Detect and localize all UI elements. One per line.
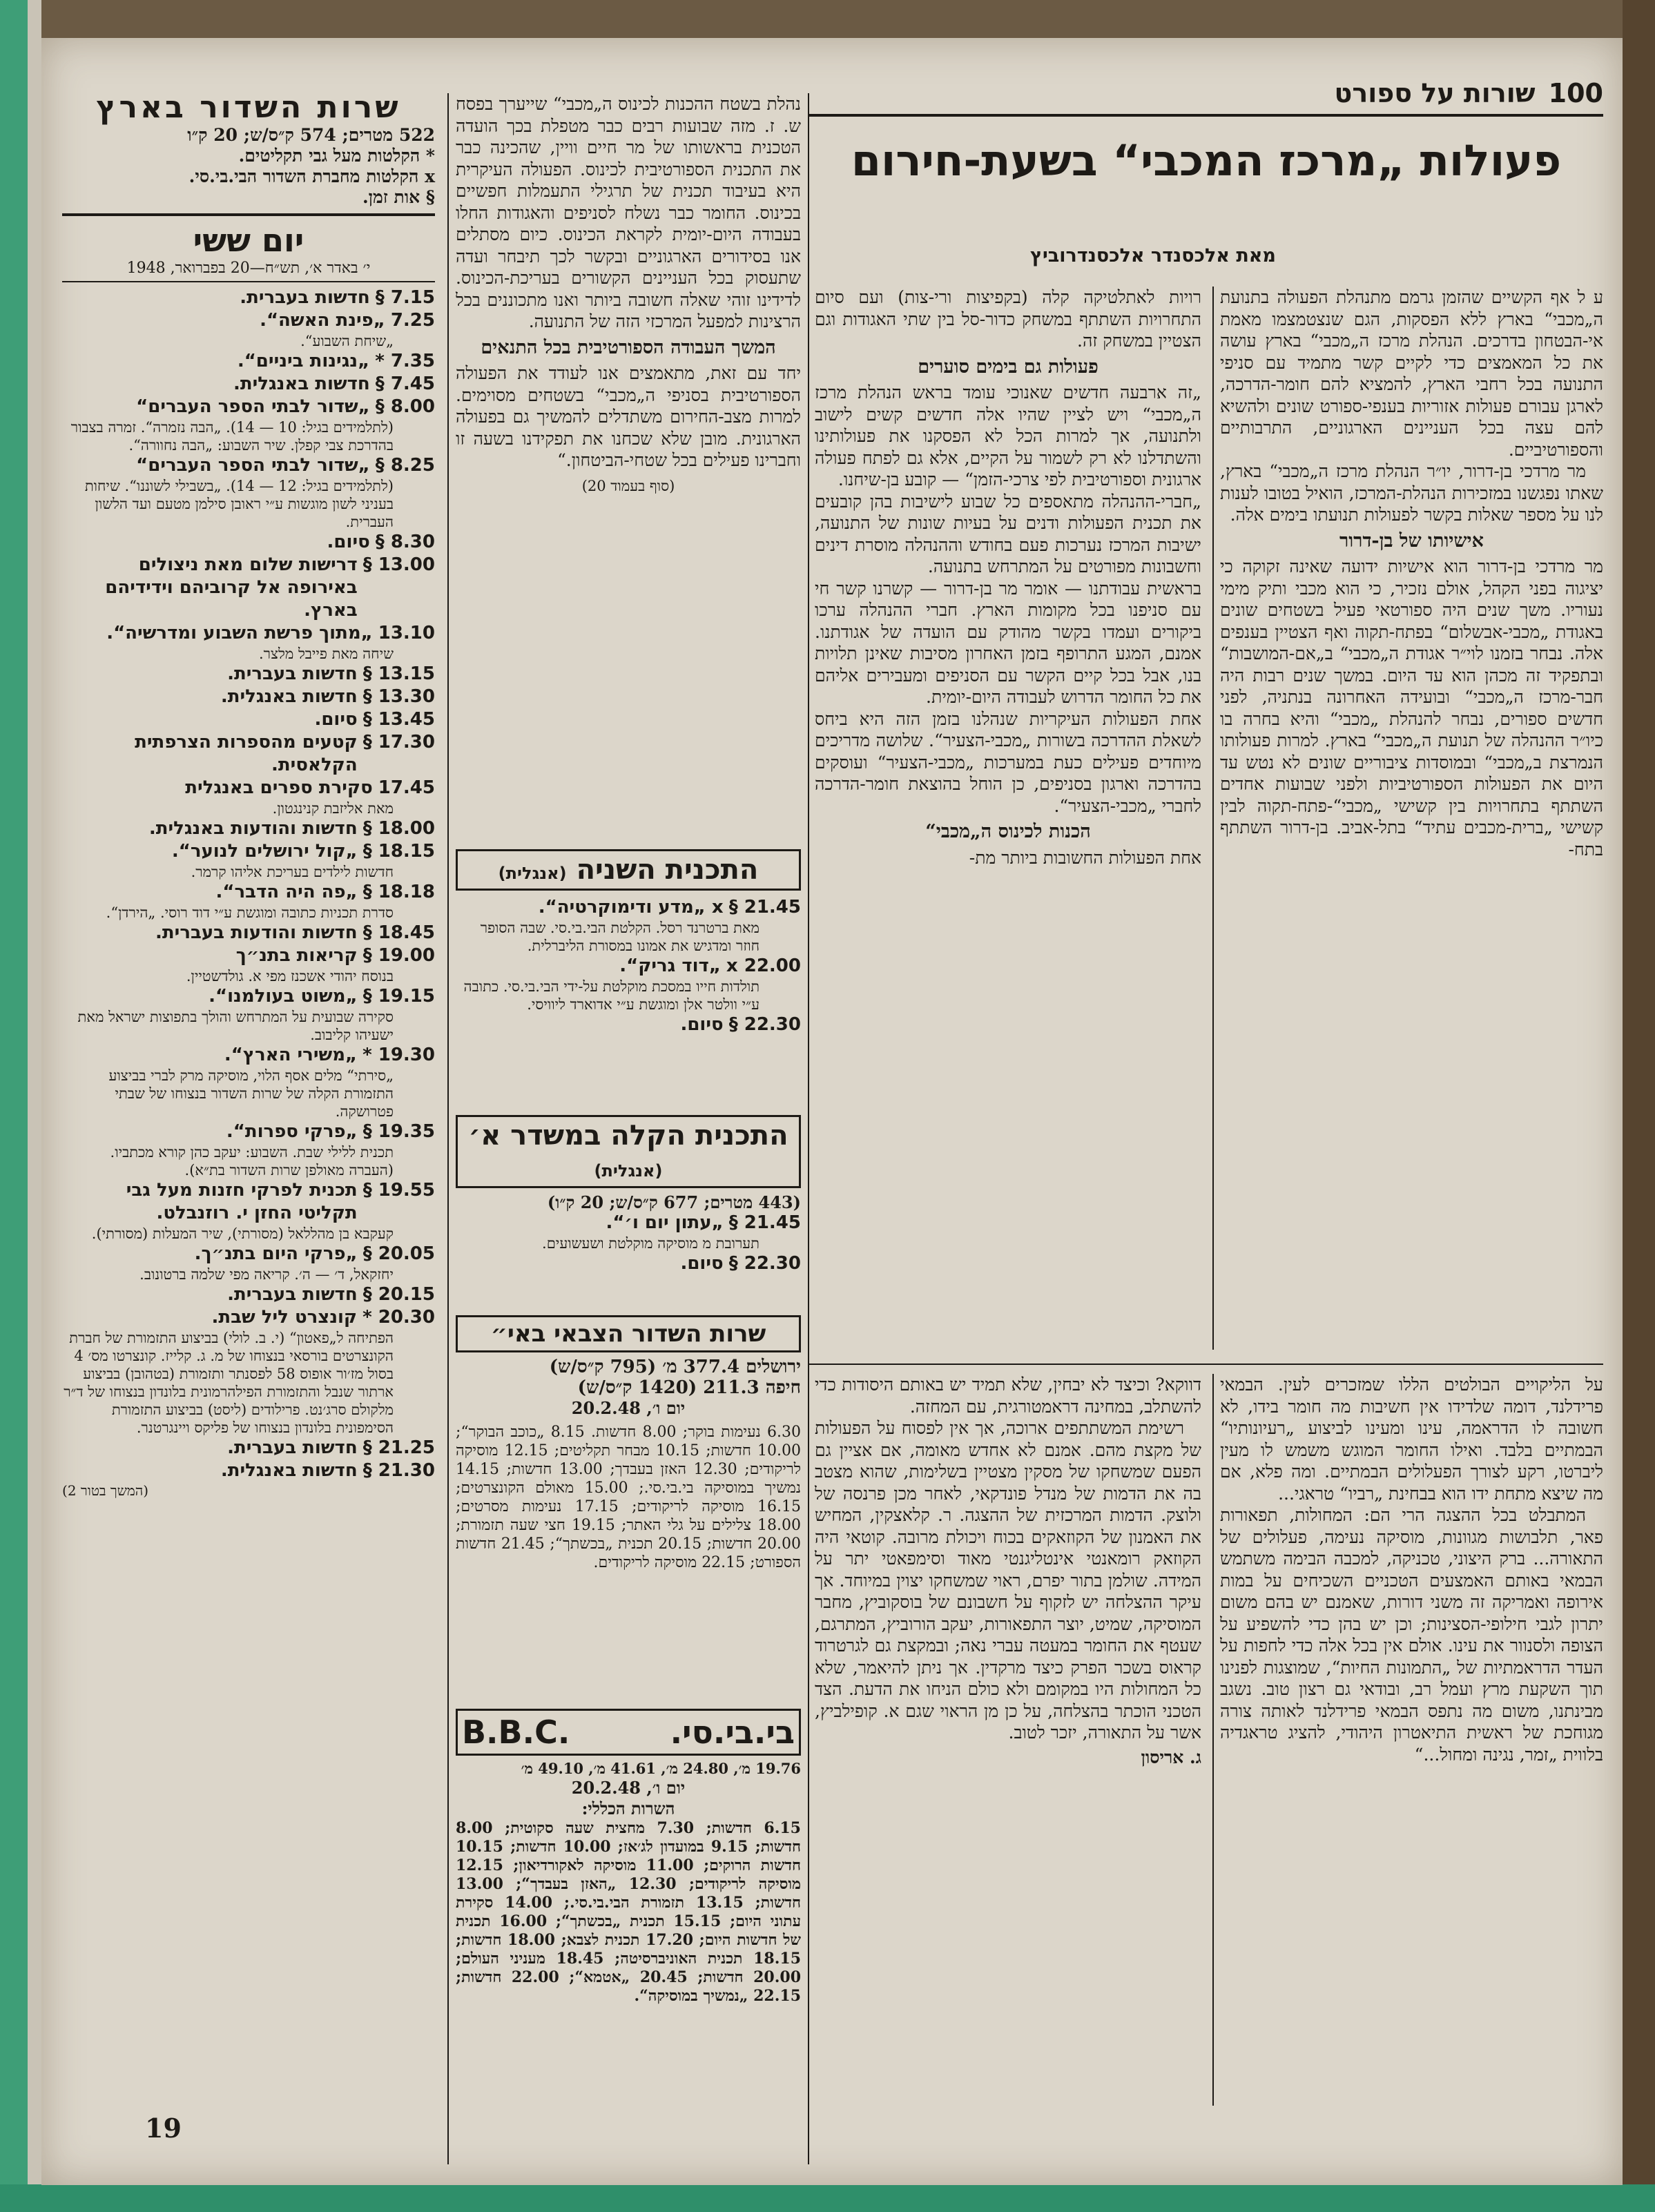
program-title: סיום. <box>327 532 370 552</box>
bbc-section <box>456 1709 801 2095</box>
column-divider <box>447 93 449 2164</box>
program-desc: בנוסח יהודי אשכנז מפי א. גולדשטיין. <box>186 968 394 984</box>
schedule-time: 21.45 § <box>728 1212 801 1233</box>
bbc-title-english: B.B.C. <box>462 1714 570 1751</box>
review-column-1 <box>1220 1374 1603 2106</box>
program-title: „משוט בעולמנו“. <box>209 986 358 1007</box>
radio-header-line: * הקלטות מעל גבי תקליטים. <box>238 146 435 166</box>
article-subheading: פעולות גם בימים סוערים <box>918 356 1099 378</box>
radio-program-list <box>62 287 435 1500</box>
program-row <box>62 1243 435 1265</box>
section-label: שורות על ספורט <box>1334 78 1536 108</box>
program-title: חדשות בעברית. <box>227 663 358 684</box>
newspaper-page <box>41 38 1623 2185</box>
page-edge-left <box>0 0 41 2212</box>
program-row <box>62 663 435 686</box>
program-desc: תכנית ללילי שבת. השבוע: יעקב כהן קורא מכתביו. (העברה מאולפן שרות השדור בת״א). <box>110 1144 394 1178</box>
review-paragraph: המתבלט בכל ההצגה הרי הם: המחולות, תפאורות פאר, תלבושות מגוונות, מוסיקה נעימה, פעלולים של התאורה... ברק היצוני, טכניקה, למכבה הבימה משתמש הבמאי באותם האמצעים הטכניים השכיחים על במות אירופה ואמריקה זה משני דורות, שאמנם יש בהם משום יתרון לגבי חילופי-הסצינות; וכן יש בהן כדי להשפיע על הצופה ולסנוור את עינו. אולם אין בכל אלה כדי לחפות על העדר הדראמתיות של „התמונות החיות“, שמוצגות לפנינו תוך השקעת מרץ ועמל רב, ובודאי גם רצון טוב. נשגב מבינתנו, משום מה נתפס הבמאי פרידלנד לאותה צורה מגוחכת של ראשית התיאטרון היהודי, להציג טראגדיה בלווית „זמר, נגינה ומחול...“ <box>1220 1505 1603 1765</box>
review-column-2 <box>815 1374 1201 2106</box>
program-title: „פרקי ספרות“. <box>226 1121 358 1142</box>
program-title: „שדור לבתי הספר העברים“ <box>136 396 370 417</box>
program-time: 19.30 * <box>362 1045 435 1065</box>
review-paragraph: דווקא? וכיצד לא יבחין, שלא תמיד יש באותם היסודות כדי להשתלב, במחינה דראמטורגית, עם המחזה. <box>815 1375 1201 1417</box>
lower-section-rule <box>809 1364 1603 1365</box>
program-desc: „שיחת השבוע“. <box>300 333 394 349</box>
program-time: 20.15 § <box>362 1284 435 1305</box>
program-desc: קעקבא בן מהללאל (מסורתי), שיר המעלות (מסורתי). <box>91 1225 394 1242</box>
schedule-time: 22.30 § <box>728 1253 801 1274</box>
radio-continued-note: (המשך בטור 2) <box>62 1482 149 1499</box>
program-row <box>62 454 435 477</box>
article-paragraph: „חברי-ההנהלה מתאספים כל שבוע לישיבות בהן קובעים את תכנית הפעולות ודנים על בעיות שונות של התנועה, ישיבות המרכז נערכות פעם בחודש וההנהלה מוסרת דינים וחשבונות מפורטים על המתרחש בתנועה. <box>815 491 1201 576</box>
program-row <box>62 531 435 554</box>
bbc-schedule: 6.15 חדשות; 7.30 מחצית שעה סקוטית; 8.00 חדשות; 9.15 במועדון לג׳אז; 10.00 חדשות; 10.15 חדשות הרוקים; 11.00 מוסיקה לאקורדיאון; 12.15 מוסיקה לריקודים; 12.30 „האזן בעבדך“; 13.00 חדשות; 13.15 תזמורת הבי.בי.סי.; 14.00 סקירת עתוני היום; 15.15 תכנית „בכשתך“; 16.00 תכנית של חדשות היום; 17.20 תכנית לצבא; 18.00 חדשות; 18.15 תכנית האוניברסיטה; 18.45 מעניני העולם; 20.00 חדשות; 20.45 „אטמא“; 22.00 חדשות; 22.15 „נמשיך במוסיקה“. <box>456 1819 801 2005</box>
program-title: חדשות באנגלית. <box>233 373 370 394</box>
light-program-heading: התכנית הקלה במשדר א׳ <box>468 1120 788 1152</box>
program-row <box>62 1437 435 1459</box>
program-row <box>62 1044 435 1067</box>
article-column-divider <box>1212 287 1214 1350</box>
program-time: 18.45 § <box>362 922 435 943</box>
program-row <box>62 350 435 373</box>
program-row <box>62 1306 435 1329</box>
program-time: 13.10 <box>378 623 435 643</box>
program-time: 13.30 § <box>362 686 435 707</box>
program-desc: (לתלמידים בגיל: 10 — 14). „הבה נזמרה“. זמרה בצבור בהדרכת צבי קפלן. שיר השבוע: „הבה נחוורה“. <box>70 419 394 454</box>
program-title: „פינת האשה“. <box>260 310 385 331</box>
program-time: 7.45 § <box>375 373 435 394</box>
review-signature: ג. אריסון <box>1141 1747 1201 1767</box>
program-time: 13.45 § <box>362 709 435 730</box>
program-desc: חדשות לילדים בעריכת אליהו קרמר. <box>191 864 394 880</box>
program-time: 13.00 § <box>362 554 435 575</box>
schedule-title: „עתון יום ו׳“. <box>606 1212 724 1233</box>
program-time: 8.00 § <box>375 396 435 417</box>
program-title: „קול ירושלים לנוער“. <box>171 841 358 862</box>
program-title: חדשות והודעות באנגלית. <box>148 818 358 839</box>
program-title: חדשות בעברית. <box>227 1284 358 1305</box>
program-title: קונצרט ליל שבת. <box>211 1307 358 1328</box>
schedule-time: 22.30 § <box>728 1014 801 1035</box>
radio-day-rule <box>62 281 435 282</box>
program-desc: „סירתי“ מלים אסף הלוי, מוסיקה מרק לברי בביצוע התזמורת הקלה של שרות השדור בנצוחו של שבתי פטרושקה. <box>108 1067 394 1120</box>
program-row <box>62 777 435 799</box>
schedule-desc: מאת ברטרנד רסל. הקלטת הבי.בי.סי. שבה הסופר חוזר ומדגיש את אמונו במסורת הליברלית. <box>480 920 759 954</box>
army-radio-schedule: 6.30 נעימות בוקר; 8.00 חדשות. 8.15 „כוכב הבוקר“; 10.00 חדשות; 10.15 מבחר תקליטים; 12.15 מוסיקה לריקודים; 12.30 האזן בעבדך; 13.00 חדשות; 14.15 נמשיך במוסיקה בי.בי.סי.; 15.00 מאולם הקונצרטים; 16.15 מוסיקה לריקודים; 17.15 נעימות מסרטים; 18.00 צלילים על גלי האתר; 19.15 חצי שעה תזמורת; 20.00 חדשות; 20.15 תכנית „בכשתך“; 21.45 חדשות הספורט; 22.15 מוסיקה לריקודים. <box>456 1424 801 1571</box>
section-header-rule <box>809 114 1603 117</box>
schedule-desc: תולדות חייו במסכת מוקלטת על-ידי הבי.בי.סי. כתובה ע״י וולטר אלן ומוגשת ע״י אדוארד ליוויסי. <box>463 978 759 1013</box>
second-program-schedule <box>456 896 801 1036</box>
program-time: 13.15 § <box>362 663 435 684</box>
program-row <box>62 1459 435 1482</box>
continued-note: (סוף בעמוד 20) <box>581 477 675 494</box>
program-title: חדשות והודעות בעברית. <box>155 922 358 943</box>
review-paragraph: רשימת המשתתפים ארוכה, אך אין לפסוח על הפעולות של מקצת מהם. אמנם לא אחדש מאומה, אם אציין גם הפעם שמשחקו של מסקין מצטיין בשלימות, שהוא מצטב בה את הדמות של מנדל פונדקאי, לאחר מכן פרנסה של ולוצק. הדמות המרכזית של ההצגה. ר. קלאצקין, המחיש את האמנון של הקוזאקים בכוח ויכולת מרובה. קוטאי היה הקוזאק רומאנטי אינטליגנטי מאוד וסימפאטי יתר על המידה. שולמן בתור יפרם, ראוי שמשחקו יצוין במיוחד. אך עיקר ההצלחה יש לזקוף על חשבונם של בוסקוביץ, מחבר המוסיקה, שמיט, יוצר התפאורות, יעקב הורוביץ, המתרגם, שעטף את החומר במעטה עברי נאה; ובמקצת גם לגרטרוד קראוס בשכר הפרק כיצד מרקדין. אך ניתן להיאמר, שלא כל המחולות היו במקומם ולא כולם הניחו את הדעת. הצד הטכני הוכתר בהצלחה, על כן מן הראוי שגם א. קופילביץ, אשר על התאורה, יזכר לטוב. <box>815 1418 1201 1743</box>
bbc-date: יום ו׳, 20.2.48 <box>571 1778 686 1798</box>
bbc-title <box>456 1709 801 1756</box>
article-headline: פעולות „מרכז המכבי“ בשעת-חירום <box>851 135 1562 186</box>
article-paragraph: ע ל אף הקשיים שהזמן גרמם מתנהלת הפעולה בתנועת ה„מכבי“ בארץ ללא הפסקות, הגם שנצטמצמו מאמת אי-הבטחון בדרכים. הנהלת מרכז ה„מכבי“ בארץ עושה את כל המאמצים כדי לקיים קשר מתמיד עם סניפי התנועה בכל רחבי הארץ, להמציא להם חומר-הדרכה, לארגן עבורם פעולות אזוריות בענפי-ספורט שונים ולהשיא להם עצה בכל העניינים הארגוניים, התרבותיים והספורטיביים. <box>1220 287 1603 460</box>
radio-header-title: שרות השדור בארץ <box>96 90 401 125</box>
army-radio-freq-1: ירושלים 377.4 מ׳ (795 ק״ס/ש) <box>549 1357 801 1377</box>
program-row <box>62 396 435 418</box>
program-desc: סקירה שבועית על המתרחש והולך בתפוצות ישראל מאת ישעיהו קליבוב. <box>77 1009 394 1043</box>
program-title: חדשות בעברית. <box>227 1437 358 1458</box>
light-program <box>456 1115 801 1275</box>
page-edge-bottom <box>0 2184 1655 2212</box>
section-number: 100 <box>1548 78 1603 108</box>
light-program-lang: (אנגלית) <box>594 1161 663 1181</box>
program-time: 7.25 <box>390 310 435 331</box>
article-paragraph: מר מרדכי בן-דרור הוא אישיות ידועה שאינה זקוקה כי יציגוה בפני הקהל, אולם נזכיר, כי הוא מכבי ותיק מימי נעוריו. משך שנים היה ספורטאי פעיל בשטחים שונים באגודת „מכבי-אבשלום“ בפתח-תקוה ואף הצטיין בענפים אלה. נבחר בזמנו לוי״ר אגודת ה„מכבי“ ב„אם-המושבות“ ובתפקיד זה מכהן הוא עד היום. במשך שנים רבות היה חבר-מרכז ה„מכבי“ ובועידה האחרונה בנתניה, לפני חדשים ספורים, נבחר להנהלת „מכבי“ והיא בחרה בו כיו״ר ההנהלה של תנועת ה„מכבי“ בארץ. למרות פעולותו הנמרצת ב„מכבי“ ובמוסדות ציבוריים שונים לא נטש עד היום את הפעולות הספורטיביות ולפני שבועות אחדים השתתף בתחרויות בין קשישי „מכבי“-פתח-תקוה לבין קשישי „ברית-מכבים עתיד“ בתל-אביב. בן-דרור השתתף בתח- <box>1220 556 1603 860</box>
article-paragraph: „זה ארבעה חדשים שאנוכי עומד בראש הנהלת מרכז ה„מכבי“ ויש לציין שהיו אלה חדשים קשים לישוב ולתנועה, אך למרות הכל לא הפסקנו את פעולותינו והשתדלנו לא רק לשמור על הקיים, אלא גם לפתח פעולה ארגונית וספורטיבית לפי צרכי-הזמן“ — קובע בן-שיחנו. <box>815 382 1201 489</box>
light-program-title <box>456 1115 801 1188</box>
program-time: 21.30 § <box>362 1460 435 1481</box>
light-program-schedule <box>456 1194 801 1275</box>
army-radio-date: יום ו׳, 20.2.48 <box>571 1398 686 1418</box>
schedule-row <box>456 1013 801 1036</box>
article-column-2 <box>815 287 1201 1357</box>
schedule-row <box>456 1252 801 1275</box>
program-row <box>62 944 435 967</box>
program-title: „משירי הארץ“. <box>224 1045 358 1065</box>
program-row <box>62 731 435 777</box>
article-subheading: הכנות לכינוס ה„מכבי“ <box>925 821 1091 842</box>
program-row <box>62 309 435 332</box>
program-title: חדשות באנגלית. <box>220 686 358 707</box>
program-time: 19.55 § <box>362 1180 435 1201</box>
bbc-freq: 19.76 מ׳, 24.80 מ׳, 41.61 מ׳, 49.10 מ׳ <box>521 1760 801 1777</box>
program-time: 8.30 § <box>375 532 435 552</box>
program-desc: שיחה מאת פייבל מלצר. <box>259 646 394 662</box>
program-desc: (לתלמידים בגיל: 12 — 14). „בשבילי לשוננו“. שיחות בעניני לשון מוגשות ע״י ראובן סילמן מטעם ועד הלשון העברית. <box>84 478 394 530</box>
article-paragraph: נהלת בשטח ההכנות לכינוס ה„מכבי“ שייערך בפסח ש. ז. מזה שבועות רבים כבר מטפלת בכך הועדה הטכנית בראשותו של מר חיים וויין, שהכינה כבר את התכנית הספורטיבית לכינוס. הפעולה העיקרית היא בעיבוד תכנית של תרגילי התעמלות חפשיים בכינוס. החומר כבר נשלח לסניפים והאגודות החלו בעבודה היום-יומית לקראת הכינוס. כיום מסתלים אנו בסידורים הארגוניים ובקשר לכך תיבחר ועדה שתעסוק בכל העניינים הקשורים בעריכת-הכינוס. לדידינו זוהי שאלה חשובה ביותר ואנו מתכוננים בכל הרצינות למפעל המרכזי הזה של התנועה. <box>456 94 801 331</box>
radio-header-line: x הקלטות מחברת השדור הבי.בי.סי. <box>188 166 435 186</box>
page-edge-right <box>1623 0 1655 2212</box>
radio-header-line: 522 מטרים; 574 ק״ס/ש; 20 ק״ו <box>187 125 435 145</box>
second-program <box>456 849 801 1036</box>
article-column-1 <box>1220 287 1603 1357</box>
program-row <box>62 922 435 944</box>
program-desc: יחזקאל, ד׳ — ה׳. קריאה מפי שלמה ברטונוב. <box>139 1266 394 1283</box>
section-header <box>809 78 1603 113</box>
program-time: 17.30 § <box>362 732 435 753</box>
schedule-time: 22.00 x <box>726 955 801 976</box>
program-row <box>62 287 435 309</box>
program-title: קטעים מהספרות הצרפתית הקלאסית. <box>135 732 358 775</box>
program-row <box>62 817 435 840</box>
article-paragraph: אחת הפעולות החשובות ביותר מת- <box>969 847 1201 868</box>
radio-header-line: § אות זמן. <box>362 187 435 207</box>
program-row <box>62 554 435 622</box>
article-byline: מאת אלכסנדר אלכסנדרוביץ <box>1030 245 1276 266</box>
program-time: 19.00 § <box>362 945 435 966</box>
bbc-title-hebrew: בי.בי.סי. <box>670 1714 795 1751</box>
article-paragraph: רויות לאתלטיקה קלה (בקפיצות ורי-צות) ועם סיום התחרויות השתתף במשחק כדור-סל בין שתי האגודות וגם הצטיין במשחק זה. <box>815 287 1201 351</box>
program-title: „נגינות ביניים“. <box>237 351 370 371</box>
schedule-title: x „מדע ודימוקרטיה“. <box>538 897 724 918</box>
article-paragraph: בראשית עבודתנו — אומר מר בן-דרור — קשרנו קשר חי עם סניפנו בכל מקומות הארץ. חברי ההנהלה ערכו ביקורים ועמדו בקשר מהודק עם הועדה של אגודתנו. אמנם, המגע התרופף בזמן האחרון מסיבות שאינן תלויות בנו, אבל בכל קיים הקשר עם הסניפים ומעבירים אליהם את כל החומר הדרוש לעבודה היום-יומית. <box>815 578 1201 707</box>
schedule-title: סיום. <box>680 1014 724 1035</box>
program-row <box>62 840 435 863</box>
column-divider <box>808 93 809 2164</box>
article-subheading: המשך העבודה הספורטיבית בכל התנאים <box>481 336 776 358</box>
light-program-freq: (443 מטרים; 677 ק״ס/ש; 20 ק״ו) <box>547 1192 801 1212</box>
army-radio-title: שרות השדור הצבאי באי״ <box>456 1315 801 1352</box>
schedule-row <box>456 1212 801 1234</box>
program-title: „פה היה הדבר“. <box>215 882 358 902</box>
program-time: 20.30 * <box>362 1307 435 1328</box>
article-paragraph: אחת הפעולות העיקריות שנהלנו בזמן הזה היא ביחס לשאלת ההדרכה בשורות „מכבי-הצעיר“. שלושה מדריכים מיוחדים פעילים כעת במערכות „מכבי-הצעיר“ ועוסקים בהדרכה וארגון בסניפים, כן הוחל בהוצאת חומר-הדרכה לחברי „מכבי-הצעיר“. <box>815 708 1201 816</box>
program-title: קריאות בתנ״ך <box>235 945 358 966</box>
program-time: 7.15 § <box>375 287 435 308</box>
radio-header-rule <box>62 213 435 216</box>
program-time: 7.35 * <box>375 351 435 371</box>
program-row <box>62 1179 435 1225</box>
program-title: „שדור לבתי הספר העברים“ <box>136 455 370 476</box>
page-number: 19 <box>145 2113 182 2144</box>
article-paragraph: יחד עם זאת, מתאמצים אנו לעודד את הפעולה הספורטיבית בסניפי ה„מכבי“ בשטחים מסוימים. למרות מצב-החירום משתדלים להמשיך גם בפעולה הארגונית. מובן שלא שכחנו את תפקידנו בשעה זו וחברינו פעילים בכל שטחי-הביטחון.“ <box>456 363 801 470</box>
program-row <box>62 622 435 645</box>
article-column-3 <box>456 93 801 846</box>
program-desc: סדרת תכניות כתובה ומוגשת ע״י דוד רוסי. „הירדן“. <box>106 904 394 921</box>
program-desc: מאת אליזבת קנינגטון. <box>272 800 394 817</box>
program-time: 20.05 § <box>362 1243 435 1264</box>
program-time: 18.15 § <box>362 841 435 862</box>
schedule-row <box>456 955 801 978</box>
article-paragraph: מר מרדכי בן-דרור, יו״ר הנהלת מרכז ה„מכבי“ בארץ, שאתו נפגשנו במזכירות הנהלת-המרכז, הואיל בטובו לענות לנו על מספר שאלות בקשר לפעולות תנועתו בימים אלה. <box>1220 461 1603 525</box>
second-program-heading: התכנית השניה <box>576 854 759 886</box>
bbc-service: השרות הכללי: <box>581 1798 675 1818</box>
program-row <box>62 1120 435 1143</box>
schedule-desc: תערובת מ מוסיקה מוקלטת ושעשועים. <box>542 1235 759 1252</box>
schedule-row <box>456 896 801 919</box>
radio-day-title: יום ששי <box>193 222 304 259</box>
program-time: 8.25 § <box>375 455 435 476</box>
schedule-time: 21.45 § <box>728 897 801 918</box>
program-time: 17.45 <box>378 777 435 798</box>
program-time: 21.25 § <box>362 1437 435 1458</box>
program-title: סקירת ספרים באנגלית <box>185 777 373 798</box>
review-paragraph: על הליקויים הבולטים הללו שמזכרים לעין. הבמאי פרידלנד, דומה שלדידו אין חשיבות מה חומר בידו, לא חשובה לו הדראמה, עינו ומעינו לביצוע „רעיונותיו“ הבמתיים בלבד. ואילו החומר המוגש משמש לו מעין ליברטו, רקע לצורך הפעלולים הבמתיים. ומה פלא, אם מה שיצא מתחת ידו הוא בבחינת „רביו“ טראגי... <box>1220 1375 1603 1504</box>
program-row <box>62 708 435 731</box>
second-program-title <box>456 849 801 891</box>
schedule-title: סיום. <box>680 1253 724 1274</box>
program-title: חדשות באנגלית. <box>220 1460 358 1481</box>
radio-date-line: י׳ באדר א׳, תש״ח—20 בפברואר, 1948 <box>126 260 371 277</box>
second-program-lang: (אנגלית) <box>498 864 567 883</box>
program-row <box>62 686 435 708</box>
army-radio-freq-2: חיפה 211.3 (1420 ק״ס/ש) <box>577 1377 801 1398</box>
program-title: חדשות בעברית. <box>240 287 370 308</box>
program-row <box>62 881 435 904</box>
program-desc: הפתיחה ל„פאטון“ (י. ב. לולי) בביצוע התזמורת של חברת הקונצרטים בורסאי בנצוחו של מ. ג. קלייז. קונצרטו מס׳ 4 בסול מז׳ור אופוס 58 לפסנתר ותזמורת (בטהובן) בביצוע ארתור שנבל והתזמורת הפילהרמונית בלונדון בנצוחו של ד״ר מלקולם סרג׳נט. פרילודים (ליסט) בביצוע התזמורת הסימפונית בלונדון בנצוחו של פליקס ויינגרטנר. <box>64 1330 394 1436</box>
program-title: „פרקי היום בתנ״ך. <box>194 1243 358 1264</box>
army-radio <box>456 1315 801 1637</box>
article-subheading: אישיותו של בן-דרור <box>1339 530 1484 552</box>
review-column-divider <box>1212 1374 1214 2106</box>
program-row <box>62 1283 435 1306</box>
radio-schedule-column <box>62 90 435 1500</box>
program-time: 19.35 § <box>362 1121 435 1142</box>
program-title: סיום. <box>314 709 358 730</box>
program-row <box>62 373 435 396</box>
schedule-title: „דוד גריק“. <box>619 955 721 976</box>
program-time: 18.00 § <box>362 818 435 839</box>
program-time: 18.18 § <box>362 882 435 902</box>
program-title: דרישות שלום מאת ניצולים באירופה אל קרוביהם וידידיהם בארץ. <box>105 554 358 621</box>
program-title: תכנית לפרקי חזנות מעל גבי תקליטי החזן י. רוזנבלט. <box>126 1180 358 1223</box>
program-row <box>62 985 435 1008</box>
program-time: 19.15 § <box>362 986 435 1007</box>
program-title: „מתוך פרשת השבוע ומדרשיה“. <box>106 623 373 643</box>
